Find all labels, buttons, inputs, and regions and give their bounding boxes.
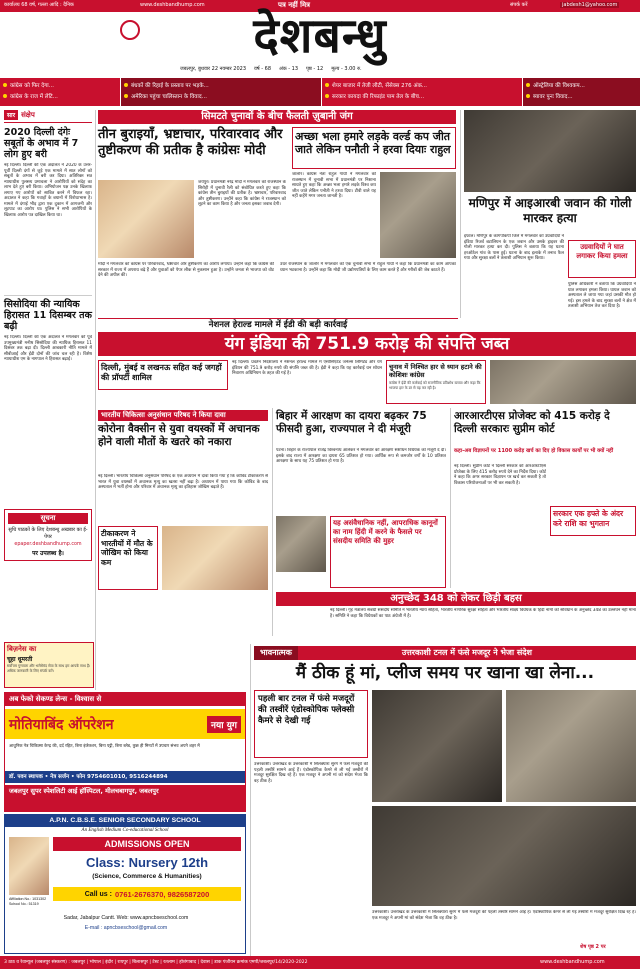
rrts-inset-box bbox=[550, 506, 636, 536]
manipur-photo bbox=[464, 110, 636, 192]
tunnel-subheadline: पहली बार टनल में फंसे मजदूरों की तस्वीरें एंडोस्कोपिक फ्लेक्सी कैमरे से देखी गई bbox=[258, 694, 355, 726]
bullet-icon bbox=[124, 94, 128, 98]
school-ad-class: Class: Nursery 12th bbox=[85, 855, 209, 870]
bullet-icon bbox=[526, 94, 530, 98]
ticker-left-item[interactable]: कांग्रेस के राज में लेटि... bbox=[3, 92, 117, 100]
masthead-price: मूल्य - 3.00 रु. bbox=[331, 66, 362, 72]
sidebar-notice-box bbox=[4, 509, 92, 561]
ticker-strip bbox=[0, 78, 640, 106]
manipur-body: इंफाल। मणिपुर के कांगपोकपी जिले में मंगलवार को उग्रवादियों ने इंडिया रिजर्व बटालियन के एक जवान और उसके ड्राइवर की गोली मारकर हत्या कर दी। पुलिस ने बताया कि यह घटना हरओठेल गांव के पास हुई। घटना के बाद इलाके में तनाव फैल गया और सुरक्षा बलों ने तलाशी अभियान शुरू किया। bbox=[464, 234, 564, 261]
school-ad-phones[interactable]: 0761-2676370, 9826587200 bbox=[114, 889, 210, 899]
school-ad-call-row bbox=[53, 887, 241, 901]
eye-ad bbox=[4, 692, 246, 812]
masthead-city-date: जबलपुर, बुधवार 22 नवम्बर 2023 bbox=[180, 66, 247, 72]
lead-banner: सिमटते चुनावों के बीच फैलती ज़ुबानी जंग bbox=[98, 110, 456, 124]
article348-headline[interactable]: अनुच्छेद 348 को लेकर छिड़ी बहस bbox=[390, 593, 522, 604]
topbar-contact-label: संपर्क करें bbox=[510, 2, 528, 8]
manipur-inset-box bbox=[568, 240, 636, 278]
bullet-icon bbox=[325, 94, 329, 98]
mid-divider-1 bbox=[272, 408, 273, 636]
tunnel-body-cont: उत्तरकाशी। उत्तराखंड के उत्तरकाशी में सिलक्यारा सुरंग में फंसे मजदूरों की पहली तस्वीरें सामने आई हैं। एंडोस्कोपिक कैमरे से ली गई तस्वीरों में मजदूर सुरक्षित दिख रहे हैं। एक मजदूर ने अपनी मां को संदेश भेजा कि वह ठीक है। bbox=[372, 910, 636, 921]
ticker-mid-block bbox=[121, 78, 321, 106]
topbar-left-text: कार्यालय 68 वर्ष, गल्ला आदि : दैनिक bbox=[4, 2, 74, 8]
topbar-email-link[interactable]: jabdesh1@yahoo.com bbox=[562, 2, 618, 8]
covid-body: नई दिल्ली। भारतीय चिकित्सा अनुसंधान परिषद के एक अध्ययन में दावा किया गया है कि कोविड टीकाकरण से भारत में युवा वयस्कों में अचानक मृत्यु का खतरा नहीं बढ़ा है। अध्ययन में पाया गया कि कोविड के बाद अस्पताल में भर्ती होना और परिवार में अचानक मृत्यु का इतिहास जोखिम बढ़ाते हैं। bbox=[98, 474, 268, 490]
topbar-tagline: पत्र नहीं मित्र bbox=[278, 1, 310, 9]
lead-right-headline-box bbox=[292, 127, 456, 169]
oil-photo bbox=[276, 516, 326, 572]
school-ad-call-label: Call us : bbox=[84, 890, 112, 898]
sidebar-story2-body: नई दिल्ली। दिल्ली की एक अदालत ने मंगलवार को पूर्व उपमुख्यमंत्री मनीष सिसोदिया की न्यायिक हिरासत 11 दिसंबर तक बढ़ा दी। दिल्ली आबकारी नीति मामले में सीबीआई और ईडी दोनों की जांच चल रही है। विशेष न्यायाधीश एम के नागपाल ने हिरासत बढ़ाई। bbox=[4, 335, 92, 362]
ticker-far-item[interactable]: ब्यावर पुनः विवाद... bbox=[526, 92, 637, 100]
manipur-headline[interactable]: मणिपुर में आइआरबी जवान की गोली मारकर हत्या bbox=[468, 196, 632, 225]
tunnel-continue-link[interactable]: शेष पृष्ठ 2 पर bbox=[580, 944, 606, 950]
covid-headline[interactable]: कोरोना वैक्सीन से युवा वयस्कों में अचानक होने वाली मौतों के खतरे को नकारा bbox=[98, 423, 260, 448]
tunnel-body: उत्तरकाशी। उत्तराखंड के उत्तरकाशी में सिलक्यारा सुरंग में फंसे मजदूरों की पहली तस्वीरें सामने आई हैं। एंडोस्कोपिक कैमरे से ली गई तस्वीरों में मजदूर सुरक्षित दिख रहे हैं। एक मजदूर ने अपनी मां को संदेश भेजा कि वह ठीक है। bbox=[254, 762, 368, 784]
masthead-title: देशबन्धु bbox=[253, 8, 387, 64]
masthead-ornament-left bbox=[120, 20, 140, 40]
ticker-right-item[interactable]: शेयर बाजार में तेजी लौटी, सेंसेक्स 276 अंक... bbox=[325, 81, 519, 89]
topbar-site-link[interactable]: www.deshbandhump.com bbox=[140, 2, 205, 8]
eye-ad-kicker: अब फेको सेकण्ड लेन्स - विश्वास से bbox=[5, 693, 245, 706]
oil-box bbox=[330, 516, 446, 588]
biz-ad-sub: चूहा धूमरती bbox=[7, 656, 33, 663]
bullet-icon bbox=[3, 94, 7, 98]
ed-side-body: कांग्रेस ने ईडी की कार्रवाई को राजनीतिक प्रतिशोध बताया और कहा कि भाजपा हार के डर से यह कर रही है। bbox=[389, 381, 481, 390]
sidebar-notice-site[interactable]: epaper.deshbandhump.com bbox=[14, 542, 82, 547]
lead-bottom-right: उधर राजस्थान के जालोर में मंगलवार को एक चुनावी सभा में राहुल गांधी ने कहा कि प्रधानमंत्री का काम आपका ध्यान भटकाना है। उन्होंने कहा कि मोदी जी उद्योगपतियों के लिए काम करते हैं और गरीबों की जेब काटते हैं। bbox=[280, 262, 456, 273]
footer-site-link[interactable]: www.deshbandhump.com bbox=[540, 959, 605, 965]
rrts-subheadline: कहा-अब विज्ञापनों पर 1100 करोड़ खर्च का दिए हो विकास कार्यों पर भी क्यों नहीं bbox=[454, 448, 614, 454]
article348-body: नई दिल्ली। गृह मंत्रालय संबंधी संसदीय समिति ने भारतीय न्याय संहिता, भारतीय नागरिक सुरक्षा संहिता और भारतीय साक्ष्य विधेयक के हिंदी नामों को संविधान के अनुच्छेद 348 का उल्लंघन नहीं माना है। समिति ने कहा कि विधेयकों का पाठ अंग्रेजी में है। bbox=[330, 608, 636, 619]
sidebar-story1-headline[interactable]: 2020 दिल्ली दंगेः सबूतों के अभाव में 7 लोग हुए बरी bbox=[4, 127, 79, 160]
article348-bar bbox=[276, 592, 636, 606]
eye-ad-title: मोतियाबिंद ऑपरेशन bbox=[9, 716, 114, 733]
tunnel-photo-2 bbox=[506, 690, 636, 802]
ticker-far-item[interactable]: ऑस्ट्रेलिया की विश्वकप... bbox=[526, 81, 637, 89]
bihar-body: पटना। बिहार के राज्यपाल राजेंद्र विश्वनाथ आर्लेकर ने मंगलवार को आरक्षण संशोधन विधेयक को मंजूरी दे दी। इसके बाद राज्य में आरक्षण का दायरा 65 प्रतिशत हो गया। आर्थिक रूप से कमजोर वर्गों के 10 प्रतिशत आरक्षण के साथ यह 75 प्रतिशत हो गया है। bbox=[276, 448, 446, 464]
lead-left-headline[interactable]: तीन बुराइयाँ, भ्रष्टाचार, परिवारवाद और तुष्टीकरण की प्रतीक है कांग्रेसः मोदी bbox=[98, 127, 283, 158]
ticker-right-block bbox=[322, 78, 522, 106]
school-ad-name: A.P.N. C.B.S.E. SENIOR SECONDARY SCHOOL bbox=[5, 815, 245, 827]
manipur-inset: उग्रवादियों ने घात लगाकर किया हमला bbox=[576, 243, 628, 260]
school-ad-email[interactable]: E-mail : apncbseschool@gmail.com bbox=[84, 925, 168, 931]
ed-body: नई दिल्ली। प्रवर्तन निदेशालय ने नेशनल हेराल्ड मामले में एसोसिएटेड जर्नल्स लिमिटेड और यंग इंडियन की 751.9 करोड़ रुपये की संपत्ति जब्त की है। ईडी ने कहा कि यह कार्रवाई धन शोधन निवारण अधिनियम के तहत की गई है। bbox=[232, 360, 382, 376]
eye-ad-title-row bbox=[5, 709, 245, 739]
tunnel-photo-1 bbox=[372, 690, 502, 802]
tunnel-header bbox=[254, 646, 636, 660]
sidebar-section-tag: सार bbox=[4, 110, 18, 120]
lead-left-body: जयपुर। प्रधानमंत्री नरेंद्र मोदी ने मंगलवार को राजस्थान के सिरोही में चुनावी रैली को संबोधित करते हुए कहा कि कांग्रेस तीन बुराइयों की प्रतीक है। भ्रष्टाचार, परिवारवाद और तुष्टीकरण। उन्होंने कहा कि कांग्रेस ने राजस्थान को लूटने का काम किया है और जनता इसका जवाब देगी। bbox=[198, 180, 286, 207]
sidebar-story2-headline[interactable]: सिसोदिया की न्यायिक हिरासत 11 दिसम्बर तक बढ़ी bbox=[4, 295, 92, 332]
bullet-icon bbox=[124, 83, 128, 87]
bullet-icon bbox=[526, 83, 530, 87]
oil-headline[interactable]: यह असंवैधानिक नहीं, आपराधिक कानूनों का नाम हिंदी में करने के फैसले पर संसदीय समिति की मुहर bbox=[333, 519, 438, 545]
biz-ad bbox=[4, 642, 94, 688]
rrts-inset: सरकार एक हफ्ते के अंदर करे राशि का भुगतान bbox=[553, 509, 624, 528]
rrts-headline[interactable]: आरआरटीएस प्रोजेक्ट को 415 करोड़ दे दिल्ली सरकारः सुप्रीम कोर्ट bbox=[454, 410, 610, 435]
masthead bbox=[0, 8, 640, 64]
lead-right-headline[interactable]: अच्छा भला हमारे लड़के वर्ल्ड कप जीत जाते लेकिन पनौती ने हरवा दियाः राहुल bbox=[295, 130, 451, 156]
ed-headline-bar bbox=[98, 332, 636, 356]
school-ad-streams: (Science, Commerce & Humanities) bbox=[92, 873, 202, 880]
rahul-photo bbox=[380, 172, 456, 258]
tunnel-kicker: उत्तरकाशी टनल में फंसे मजदूर ने भेजा संदेश bbox=[298, 646, 636, 660]
tunnel-sub-box bbox=[254, 690, 368, 758]
ticker-mid-item[interactable]: बंधकों की रिहाई के प्रस्ताव पर भड़के... bbox=[124, 81, 318, 89]
sidebar-notice-body: सुधि पाठकों के लिए देशबन्धु अखबार का ई-पेपर bbox=[8, 527, 88, 540]
school-ad-number: School No.: 51319 bbox=[9, 902, 39, 906]
tunnel-label: भावनात्मक bbox=[254, 646, 298, 660]
covid-inset-box bbox=[98, 526, 158, 590]
tunnel-headline[interactable]: मैं ठीक हूं मां, प्लीज समय पर खाना खा लेना... bbox=[295, 663, 595, 683]
sidebar-section-name: संक्षेप bbox=[21, 110, 35, 119]
ed-headline[interactable]: यंग इंडिया की 751.9 करोड़ की संपत्ति जब्त bbox=[224, 334, 510, 354]
mid-divider-2 bbox=[450, 408, 451, 588]
school-ad-tagline: An English Medium Co-educational School bbox=[81, 828, 169, 833]
sidebar-notice-title: सूचना bbox=[8, 513, 88, 524]
biz-ad-title: बिज़नेस का bbox=[7, 645, 37, 653]
sidebar bbox=[4, 110, 92, 640]
ed-sub-box bbox=[98, 360, 228, 390]
ticker-left-item[interactable]: कांग्रेस को फिर देगा... bbox=[3, 81, 117, 89]
bottom-divider bbox=[250, 644, 251, 956]
school-ad-affil: Affiliation No.: 1031302 bbox=[9, 897, 47, 901]
lead-bottom-left: मोदी ने मंगलवार को कांग्रेस पर परिवारवाद, भ्रष्टाचार और तुष्टीकरण का आरोप लगाया। उन्होंने कहा कि कांग्रेस की सरकार में राज्य में अपराध बढ़े हैं और युवाओं को पेपर लीक से नुकसान हुआ है। उन्होंने जनता से भाजपा को वोट देने की अपील की। bbox=[98, 262, 274, 278]
masthead-issue: अंक - 13 bbox=[279, 66, 299, 72]
ticker-right-item[interactable]: सरकार कायदा की रिफाइंड पाम तेल के बीच... bbox=[325, 92, 519, 100]
biz-ad-body: सर्वोत्तम गुणवत्ता और भरोसेमंद सेवा के साथ हम आपके साथ हैं। अधिक जानकारी के लिए संपर्क करें। bbox=[7, 664, 91, 673]
ed-side-box bbox=[386, 360, 486, 404]
tunnel-photo-3 bbox=[372, 806, 636, 906]
right-col-divider bbox=[460, 110, 461, 318]
sidebar-section-header bbox=[4, 110, 92, 123]
ed-subheadline: दिल्ली, मुंबई व लखनऊ सहित कई जगहों की प्रॉपर्टी शामिल bbox=[101, 363, 222, 382]
covid-kicker: भारतीय चिकित्सा अनुसंधान परिषद ने किया दावा bbox=[98, 410, 268, 421]
eye-ad-hospital: जबलपुर सुपर स्पेशलिटी आई हॉस्पिटल, मीलचबागपुर, जबलपुर bbox=[5, 785, 245, 811]
school-ad-address: Sadar, Jabalpur Cantt. Web: www.apncbseschool.com bbox=[63, 915, 189, 921]
ed-photo bbox=[490, 360, 636, 404]
modi-photo bbox=[98, 180, 194, 258]
sidebar-story1-body: नई दिल्ली। दिल्ली की एक अदालत ने 2020 के उत्तर-पूर्वी दिल्ली दंगों से जुड़े एक मामले में सात लोगों को सबूतों के अभाव में बरी कर दिया। अतिरिक्त सत्र न्यायाधीश पुलस्त्य प्रमाचला ने आरोपियों को संदेह का लाभ देते हुए बरी किया। अभियोजन पक्ष उनके खिलाफ लगाए गए आरोपों को साबित करने में विफल रहा। अदालत ने कहा कि गवाहों के बयानों में विरोधाभास है। मामले में दंगाई भीड़ द्वारा एक दुकान में आगजनी और लूटपाट का आरोप था। पुलिस ने सभी आरोपियों के खिलाफ आरोप पत्र दाखिल किया था। bbox=[4, 163, 92, 218]
ticker-mid-item[interactable]: अमेरिका पहुंचा चालिस्तान के विवाद... bbox=[124, 92, 318, 100]
masthead-pages: पृष्ठ - 12 bbox=[306, 66, 324, 72]
school-ad-photo bbox=[9, 837, 49, 895]
sidebar-divider bbox=[95, 110, 96, 690]
school-ad bbox=[4, 814, 246, 954]
masthead-info-row bbox=[180, 66, 480, 74]
footer-bar bbox=[0, 956, 640, 969]
bullet-icon bbox=[3, 83, 7, 87]
covid-photo bbox=[162, 526, 268, 590]
sidebar-notice-foot: पर उपलब्ध है। bbox=[32, 550, 64, 557]
eye-ad-doc: डॉ. पवन स्थापक • नेत्र सर्जन • फोन 9754601010, 9516244894 bbox=[5, 771, 245, 783]
school-ad-admission: ADMISSIONS OPEN bbox=[53, 837, 241, 851]
ticker-far-block bbox=[523, 78, 640, 106]
ed-kicker: नेशनल हेराल्ड मामले में ईडी की बड़ी कार्रवाई bbox=[98, 318, 458, 330]
ed-side-headline[interactable]: चुनाव में निश्चित हार से ध्यान हटाने की कोशिशः कांग्रेस bbox=[389, 363, 482, 379]
lead-right-body: जालोर। कांग्रेस नेता राहुल गांधी ने मंगलवार को राजस्थान में चुनावी सभा में प्रधानमंत्री पर निशाना साधते हुए कहा कि अच्छा भला हमारे लड़के विश्व कप जीत जाते लेकिन पनौती ने हरवा दिया। टीवी वाले यह नहीं कहेंगे मगर जनता जानती है। bbox=[292, 172, 376, 199]
manipur-body2: पुलिस अधिकारी ने बताया कि उग्रवादियों ने घात लगाकर हमला किया। घायल जवान को अस्पताल ले जाया गया जहां उसकी मौत हो गई। इस हमले के बाद सुरक्षा बलों ने क्षेत्र में तलाशी अभियान तेज कर दिया है। bbox=[568, 282, 636, 309]
bihar-headline[interactable]: बिहार में आरक्षण का दायरा बढ़कर 75 फीसदी हुआ, राज्यपाल ने दी मंजूरी bbox=[276, 410, 427, 435]
ticker-left-block bbox=[0, 78, 120, 106]
footer-text: 3 ठाठ व रेवान्यूल (जबलपुर संस्करण) : जबलपुर | भोपाल | इंदौर | रायपुर | बिलासपुर | टेस्ट | रतलाम | होशंगाबाद | देवास | डाक पंजीयन क्रमांक एमपी/जबलपुर/14/2020-2022 bbox=[4, 960, 308, 965]
masthead-year: वर्ष - 68 bbox=[254, 66, 272, 72]
covid-inset: टीकाकरण ने भारतीयों में मौत के जोखिम को किया कम bbox=[101, 529, 153, 567]
eye-ad-sub: आधुनिक नेत्र चिकित्सा केन्द्र की, दर्द रहित, बिना इंजेक्शन, बिना पट्टी, बिना ब्लेड, कुछ ही मिनटों में उपचार संभव अपने शहर में bbox=[9, 743, 200, 748]
eye-ad-new: नया युग bbox=[207, 716, 241, 733]
rrts-body: नई दिल्ली। सुप्रीम कोर्ट ने दिल्ली सरकार को आरआरटीएस प्रोजेक्ट के लिए 415 करोड़ रुपये देने का निर्देश दिया। कोर्ट ने कहा कि अगर सरकार विज्ञापन पर खर्च कर सकती है तो विकास परियोजनाओं पर भी कर सकती है। bbox=[454, 464, 546, 486]
bullet-icon bbox=[325, 83, 329, 87]
